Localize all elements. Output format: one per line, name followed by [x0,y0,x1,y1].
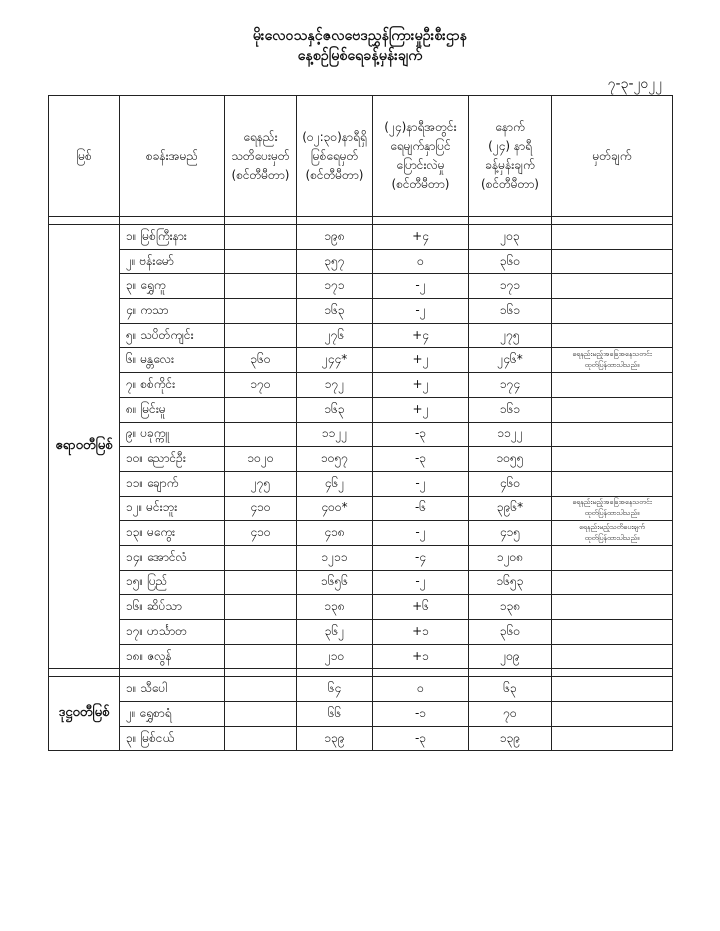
forecast-cell: ၁၃၉ [469,726,552,751]
remark-cell [552,702,673,727]
table-row [49,274,673,299]
observed-level-cell: ၄၆၂ [297,471,373,496]
level-change-cell: ၀ [373,249,469,274]
table-row [49,348,673,373]
remark-cell [552,620,673,645]
station-cell: ၂။ ဗန်းမော် [120,249,225,274]
warning-level-cell: ၂၇၅ [225,471,297,496]
spacer-row [49,217,673,225]
warning-level-cell [225,397,297,422]
station-cell: ၃။ မြစ်ငယ် [120,726,225,751]
station-cell: ၁၁။ ချောက် [120,471,225,496]
station-cell: ၁၄။ အောင်လံ [120,545,225,570]
observed-level-cell: ၁၉၈ [297,225,373,250]
table-row [49,422,673,447]
warning-level-cell: ၁၇၀ [225,373,297,398]
table-row [49,471,673,496]
table-row [49,620,673,645]
forecast-cell: ၁၆၅၃ [469,570,552,595]
station-cell: ၄။ ကသာ [120,299,225,324]
warning-level-cell [225,274,297,299]
forecast-cell: ၂၄၆* [469,348,552,373]
warning-level-cell: ၄၁၀ [225,521,297,546]
river-level-table [48,95,673,751]
table-row [49,521,673,546]
level-change-cell: +၁ [373,620,469,645]
station-cell: ၇။ စစ်ကိုင်း [120,373,225,398]
spacer-cell [120,217,225,225]
warning-level-cell: ၄၁၀ [225,496,297,521]
warning-level-cell: ၃၆၀ [225,348,297,373]
observed-level-cell: ၁၇၂ [297,373,373,398]
observed-level-cell: ၃၅၇ [297,249,373,274]
level-change-cell: -၃ [373,447,469,472]
forecast-cell: ၃၆၀ [469,249,552,274]
table-row [49,299,673,324]
forecast-cell: ၄၁၅ [469,521,552,546]
observed-level-cell: ၁၆၃ [297,299,373,324]
station-cell: ၅။ သပိတ်ကျင်း [120,323,225,348]
spacer-cell [225,217,297,225]
remark-cell [552,274,673,299]
forecast-cell: ၁၀၅၅ [469,447,552,472]
column-header-observed-level: (၀၂:၃၀)နာရီရှိ မြစ်ရေမှတ် (စင်တီမီတာ) [297,96,373,217]
warning-level-cell [225,702,297,727]
remark-cell [552,397,673,422]
table-row [49,677,673,702]
warning-level-cell: ၁၀၂၀ [225,447,297,472]
table-row [49,496,673,521]
spacer-cell [552,669,673,677]
observed-level-cell: ၁၂၁၁ [297,545,373,570]
warning-level-cell [225,570,297,595]
station-cell: ၂။ ရွှေစာရံ [120,702,225,727]
spacer-cell [297,217,373,225]
observed-level-cell: ၁၁၂၂ [297,422,373,447]
observed-level-cell: ၁၇၁ [297,274,373,299]
level-change-cell: +၂ [373,397,469,422]
station-cell: ၈။ မြင်းမူ [120,397,225,422]
observed-level-cell: ၄၀၀* [297,496,373,521]
forecast-cell: ၁၂၀၈ [469,545,552,570]
observed-level-cell: ၄၁၈ [297,521,373,546]
spacer-cell [373,217,469,225]
spacer-cell [552,217,673,225]
spacer-cell [373,669,469,677]
level-change-cell: +၂ [373,373,469,398]
river-name-cell: ဒုဋ္ဌဝတီမြစ် [49,677,120,751]
remark-cell [552,299,673,324]
forecast-cell: ၂၀၃ [469,225,552,250]
remark-cell: ရေနည်းမည့်အခြေအနေသတင်း ထုတ်ပြန်ထားပါသည်။ [552,348,673,373]
remark-cell [552,225,673,250]
station-cell: ၁၃။ မကွေး [120,521,225,546]
station-cell: ၁၂။ မင်းဘူး [120,496,225,521]
level-change-cell: -၃ [373,726,469,751]
warning-level-cell [225,595,297,620]
column-header-remark: မှတ်ချက် [552,96,673,217]
forecast-cell: ၄၆၀ [469,471,552,496]
department-title: မိုးလေဝသနှင့်ဇလဗေဒညွှန်ကြားမှုဦးစီးဌာန [252,28,468,44]
remark-cell: ရေနည်းမည့်အခြေအနေသတင်း ထုတ်ပြန်ထားပါသည်။ [552,496,673,521]
remark-cell [552,249,673,274]
station-cell: ၁၇။ ဟင်္သာတ [120,620,225,645]
level-change-cell: +၁ [373,644,469,669]
warning-level-cell [225,677,297,702]
level-change-cell: -၃ [373,422,469,447]
spacer-cell [225,669,297,677]
forecast-cell: ၇၀ [469,702,552,727]
observed-level-cell: ၆၄ [297,677,373,702]
observed-level-cell: ၂၁၀ [297,644,373,669]
table-row [49,249,673,274]
forecast-cell: ၃၆၀ [469,620,552,645]
level-change-cell: +၄ [373,323,469,348]
forecast-cell: ၁၃၈ [469,595,552,620]
level-change-cell: +၆ [373,595,469,620]
remark-cell [552,323,673,348]
forecast-cell: ၃၉၆* [469,496,552,521]
spacer-row [49,669,673,677]
forecast-cell: ၂၀၉ [469,644,552,669]
column-header-forecast: နောက် (၂၄) နာရီ ခန့်မှန်းချက် (စင်တီမီတာ) [469,96,552,217]
level-change-cell: -၂ [373,570,469,595]
station-cell: ၆။ မန္တလေး [120,348,225,373]
table-row [49,570,673,595]
table-row [49,644,673,669]
level-change-cell: +၄ [373,225,469,250]
remark-cell [552,595,673,620]
forecast-cell: ၂၇၅ [469,323,552,348]
observed-level-cell: ၃၆၂ [297,620,373,645]
station-cell: ၁၅။ ပြည် [120,570,225,595]
remark-cell [552,726,673,751]
observed-level-cell: ၂၄၄* [297,348,373,373]
observed-level-cell: ၁၃၉ [297,726,373,751]
spacer-cell [469,217,552,225]
station-cell: ၁၀။ ညောင်ဦး [120,447,225,472]
station-cell: ၉။ ပခုက္ကူ [120,422,225,447]
forecast-cell: ၁၁၂၂ [469,422,552,447]
level-change-cell: +၂ [373,348,469,373]
column-header-24h-change: (၂၄)နာရီအတွင်း ရေမျက်နှာပြင် ပြောင်းလဲမှု (စင်တီမီတာ) [373,96,469,217]
spacer-cell [297,669,373,677]
table-row [49,595,673,620]
remark-cell [552,644,673,669]
level-change-cell: -၂ [373,521,469,546]
table-row [49,702,673,727]
observed-level-cell: ၁၆၅၆ [297,570,373,595]
warning-level-cell [225,726,297,751]
station-cell: ၁။ မြစ်ကြီးနား [120,225,225,250]
table-row [49,397,673,422]
warning-level-cell [225,545,297,570]
report-date: ၇-၃-၂၀၂၂ [607,76,662,92]
level-change-cell: -၂ [373,274,469,299]
forecast-cell: ၁၇၁ [469,274,552,299]
level-change-cell: -၆ [373,496,469,521]
spacer-cell [120,669,225,677]
observed-level-cell: ၁၆၃ [297,397,373,422]
remark-cell [552,471,673,496]
river-name-cell: ဧရာဝတီမြစ် [49,225,120,669]
remark-cell [552,570,673,595]
remark-cell: ရေနည်းမည့်သတိပေးချက် ထုတ်ပြန်ထားပါသည်။ [552,521,673,546]
table-row [49,323,673,348]
table-row [49,545,673,570]
remark-cell [552,677,673,702]
document-title: နေ့စဉ်မြစ်ရေခန့်မှန်းချက် [297,48,423,64]
station-cell: ၁။ သီပေါ [120,677,225,702]
table-row [49,225,673,250]
spacer-cell [469,669,552,677]
table-row [49,726,673,751]
table-row [49,447,673,472]
warning-level-cell [225,225,297,250]
column-header-station: စခန်းအမည် [120,96,225,217]
level-change-cell: -၄ [373,545,469,570]
forecast-cell: ၁၇၄ [469,373,552,398]
column-header-river: မြစ် [49,96,120,217]
station-cell: ၃။ ရွှေကူ [120,274,225,299]
station-cell: ၁၆။ ဆိပ်သာ [120,595,225,620]
level-change-cell: -၂ [373,299,469,324]
spacer-cell [49,669,120,677]
station-cell: ၁၈။ ဇလွန် [120,644,225,669]
level-change-cell: ၀ [373,677,469,702]
level-change-cell: -၂ [373,471,469,496]
column-header-warning-level: ရေနည်း သတိပေးမှတ် (စင်တီမီတာ) [225,96,297,217]
warning-level-cell [225,299,297,324]
warning-level-cell [225,422,297,447]
remark-cell [552,373,673,398]
warning-level-cell [225,323,297,348]
warning-level-cell [225,620,297,645]
forecast-cell: ၁၆၁ [469,299,552,324]
warning-level-cell [225,644,297,669]
spacer-cell [49,217,120,225]
header-row [49,96,673,217]
remark-cell [552,447,673,472]
remark-cell [552,545,673,570]
observed-level-cell: ၁၃၈ [297,595,373,620]
forecast-cell: ၆၃ [469,677,552,702]
observed-level-cell: ၆၆ [297,702,373,727]
observed-level-cell: ၂၇၆ [297,323,373,348]
remark-cell [552,422,673,447]
forecast-cell: ၁၆၁ [469,397,552,422]
observed-level-cell: ၁၀၅၇ [297,447,373,472]
warning-level-cell [225,249,297,274]
table-row [49,373,673,398]
level-change-cell: -၁ [373,702,469,727]
